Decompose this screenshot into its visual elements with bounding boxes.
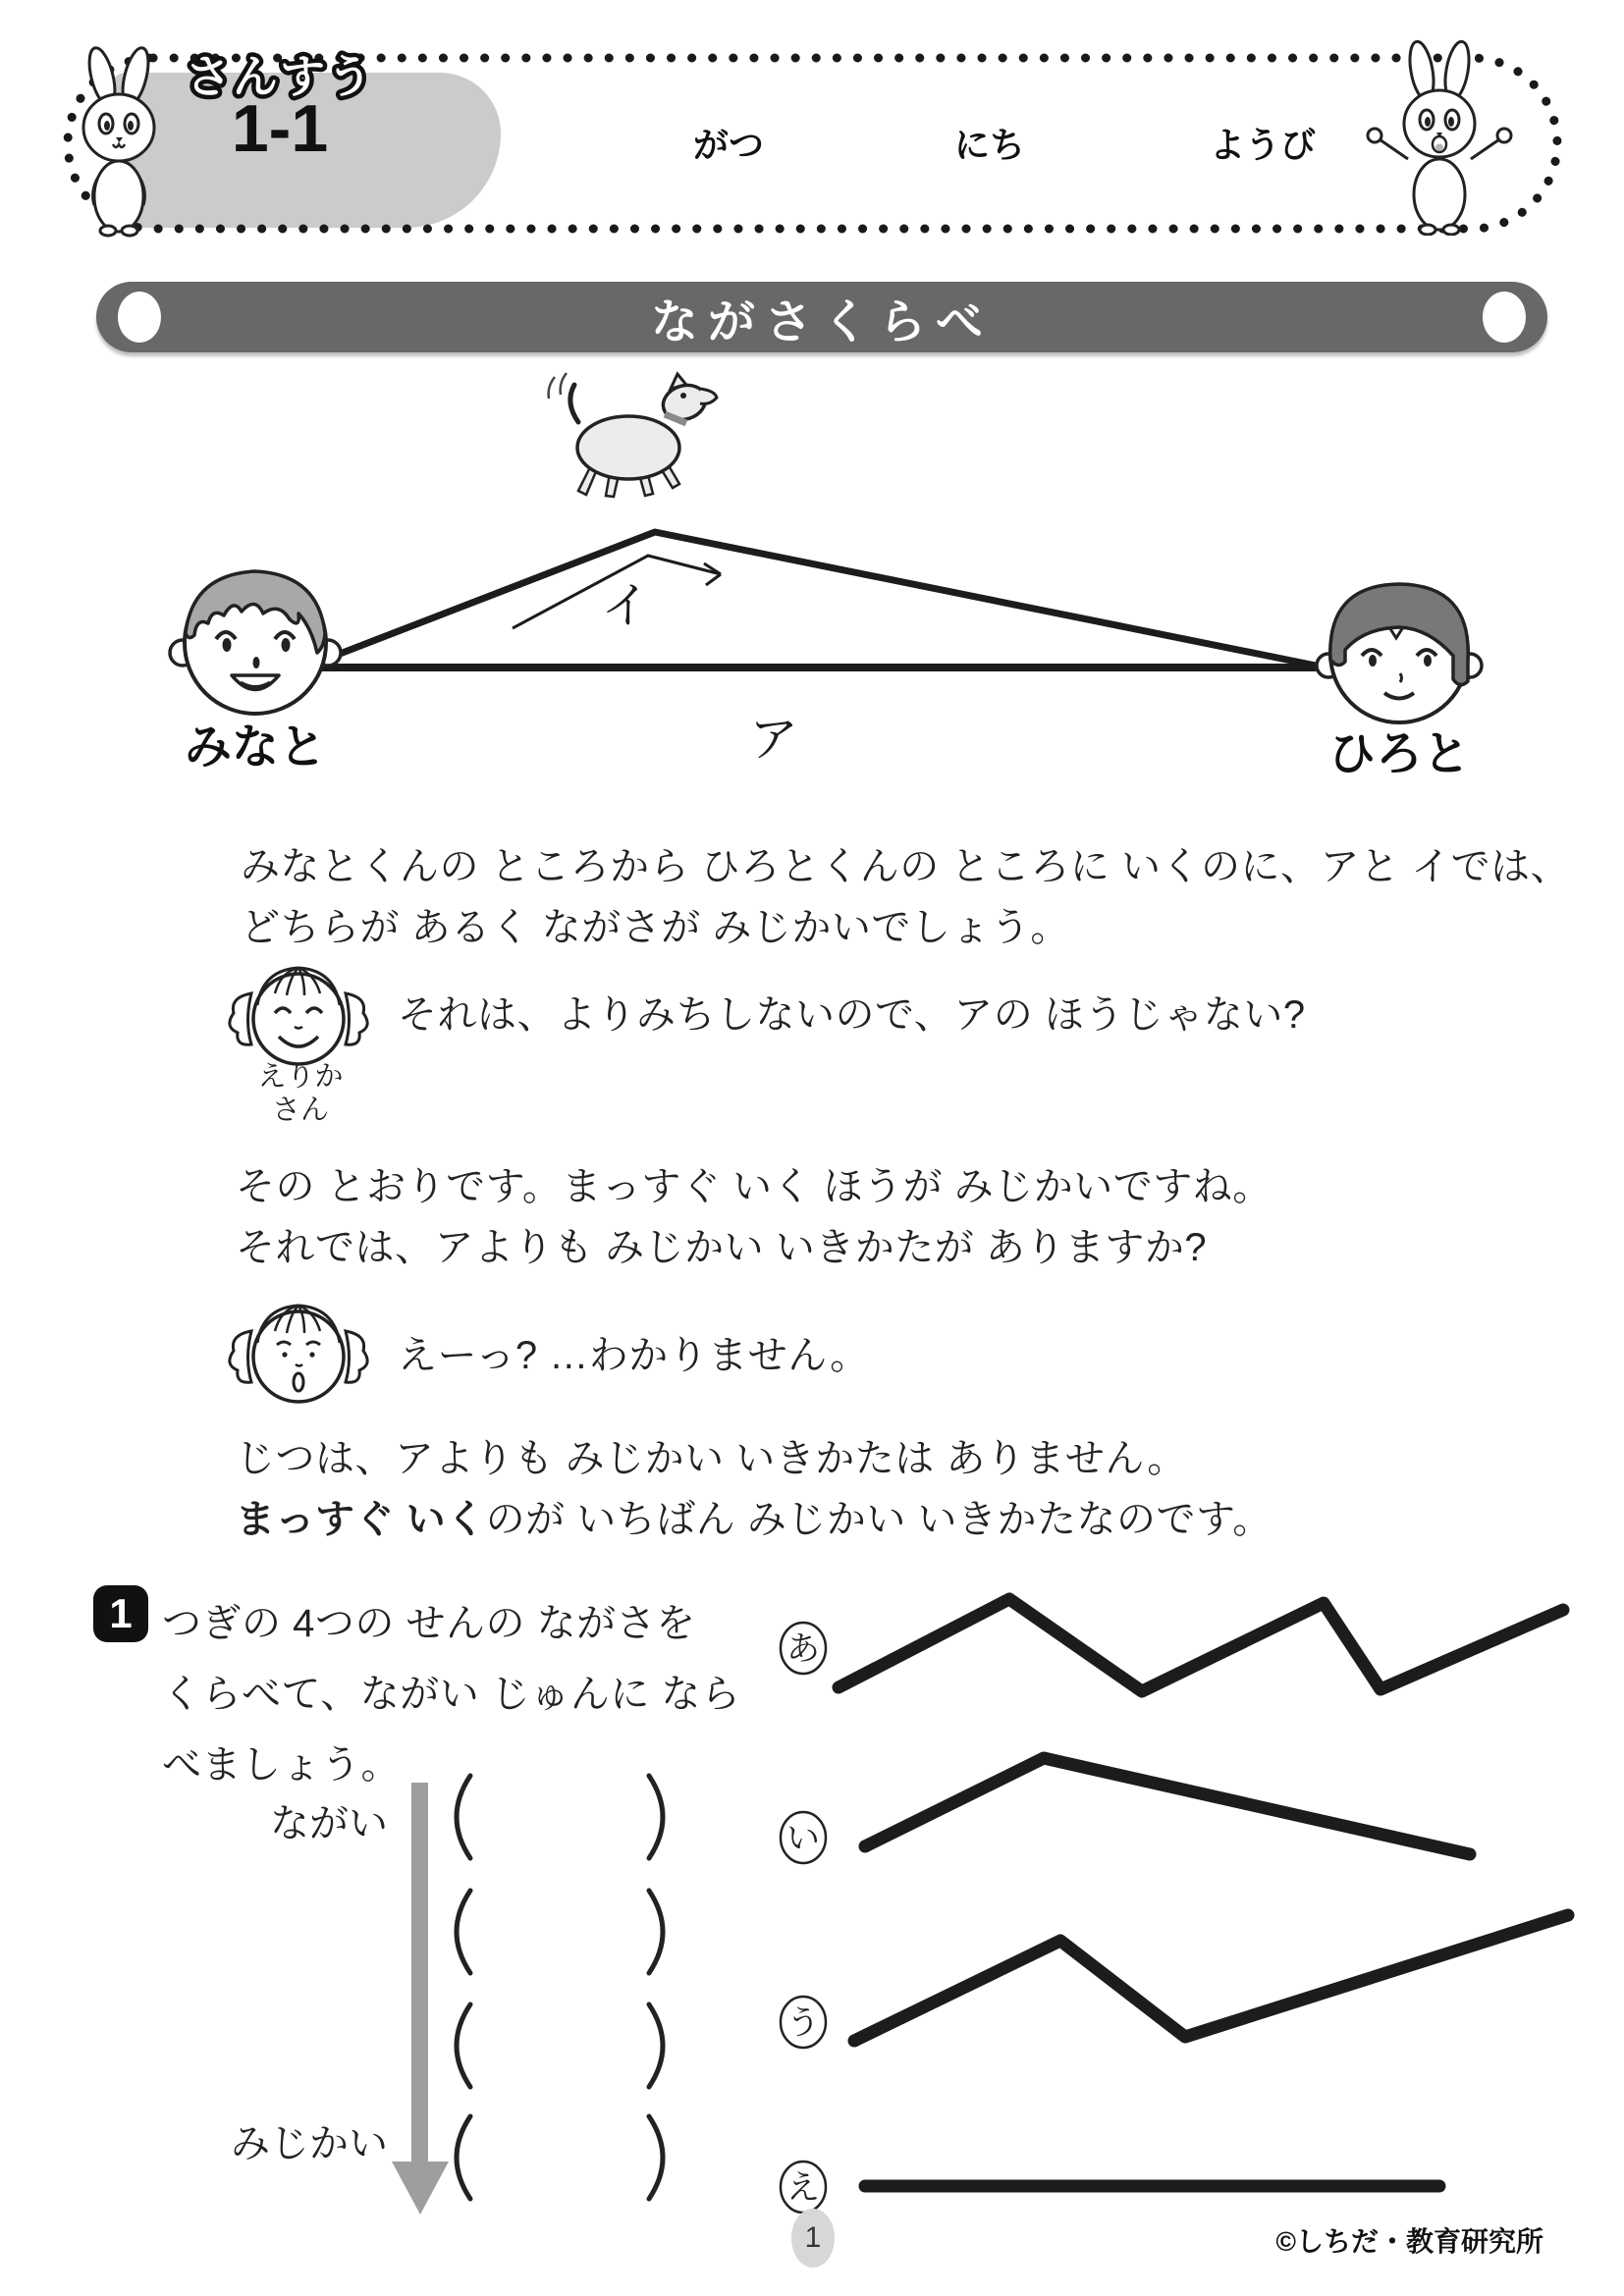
problem1-text (162, 1588, 740, 1800)
comparison-lines (766, 1551, 1591, 2228)
path-illustration (137, 361, 1532, 783)
date-label-day: にち (954, 125, 1026, 165)
intro-line2: どちらが あるく ながさが みじかいでしょう。 (241, 906, 1070, 949)
straight-path-label: ア (749, 712, 798, 767)
line-u (854, 1915, 1568, 2041)
erika-caption-line2: さん (271, 1095, 329, 1126)
page-number: 1 (804, 2221, 822, 2254)
answer-slot-2 (437, 1885, 682, 1979)
teacher2-line2-rest: のが いちばん みじかい いきかたなのです。 (485, 1498, 1272, 1541)
dog-icon (549, 373, 717, 497)
problem1-text-line3: べましょう。 (162, 1743, 401, 1787)
intro-line1: みなとくんの ところから ひろとくんの ところに いくのに、アと イでは、 (241, 845, 1571, 888)
short-label: みじかい (231, 2122, 388, 2165)
order-arrow-shaft (411, 1783, 428, 2163)
intro-paragraph (241, 836, 1570, 958)
header (0, 0, 1624, 255)
teacher-paragraph2 (236, 1428, 1272, 1550)
banner-hole-left (118, 292, 161, 343)
problem1-text-line2: くらべて、ながい じゅんに なら (162, 1673, 741, 1716)
line-i-label: い (786, 1820, 820, 1857)
teacher2-line2-bold: まっすぐ いく (236, 1498, 486, 1541)
page-number-badge (791, 2209, 835, 2268)
problem1-text-line1: つぎの 4つの せんの ながさを (162, 1602, 696, 1645)
hiroto-name-label: ひろと (1327, 728, 1471, 780)
rabbit-right-icon (1363, 37, 1516, 236)
erika-dialog2-text: えーっ? …わかりません。 (398, 1334, 870, 1377)
erika-worried-face (224, 1288, 373, 1420)
subject-title-text: さんすう (186, 51, 374, 102)
erika-caption (228, 1060, 373, 1127)
minato-face (170, 571, 341, 774)
line-a (839, 1599, 1563, 1691)
problem1-number: 1 (109, 1590, 133, 1636)
erika-dialog1-text: それは、よりみちしないので、アの ほうじゃない? (398, 993, 1306, 1037)
long-label: ながい (270, 1802, 388, 1845)
line-a-label: あ (786, 1630, 820, 1668)
teacher2-line1: じつは、アよりも みじかい いきかたは ありません。 (236, 1437, 1187, 1480)
teacher2-line2 (236, 1489, 1272, 1550)
line-e-label: え (786, 2169, 820, 2207)
date-label-weekday: ようび (1210, 125, 1317, 165)
hiroto-face (1317, 584, 1482, 780)
minato-name-label: みなと (184, 721, 327, 774)
date-label-month: がつ (693, 125, 765, 165)
mountain-path-label: イ (601, 578, 650, 633)
lesson-number: 1-1 (231, 91, 329, 166)
mountain-path-line (304, 532, 1326, 667)
teacher-paragraph1 (236, 1156, 1272, 1278)
problem1-badge (93, 1585, 148, 1642)
line-i (865, 1758, 1470, 1854)
answer-slot-4 (437, 2110, 682, 2205)
teacher1-line2: それでは、アよりも みじかい いきかたが ありますか? (236, 1226, 1208, 1269)
section-banner (96, 282, 1547, 352)
copyright-text: ©しちだ・教育研究所 (1275, 2226, 1543, 2257)
erika-caption-line1: えりか (257, 1061, 344, 1093)
line-u-label: う (786, 2004, 820, 2042)
banner-hole-right (1483, 292, 1526, 343)
answer-slot-1 (437, 1770, 682, 1864)
teacher1-line1: その とおりです。まっすぐ いく ほうが みじかいですね。 (236, 1165, 1272, 1208)
section-title: ながさくらべ (650, 295, 993, 348)
answer-slot-3 (437, 1999, 682, 2093)
